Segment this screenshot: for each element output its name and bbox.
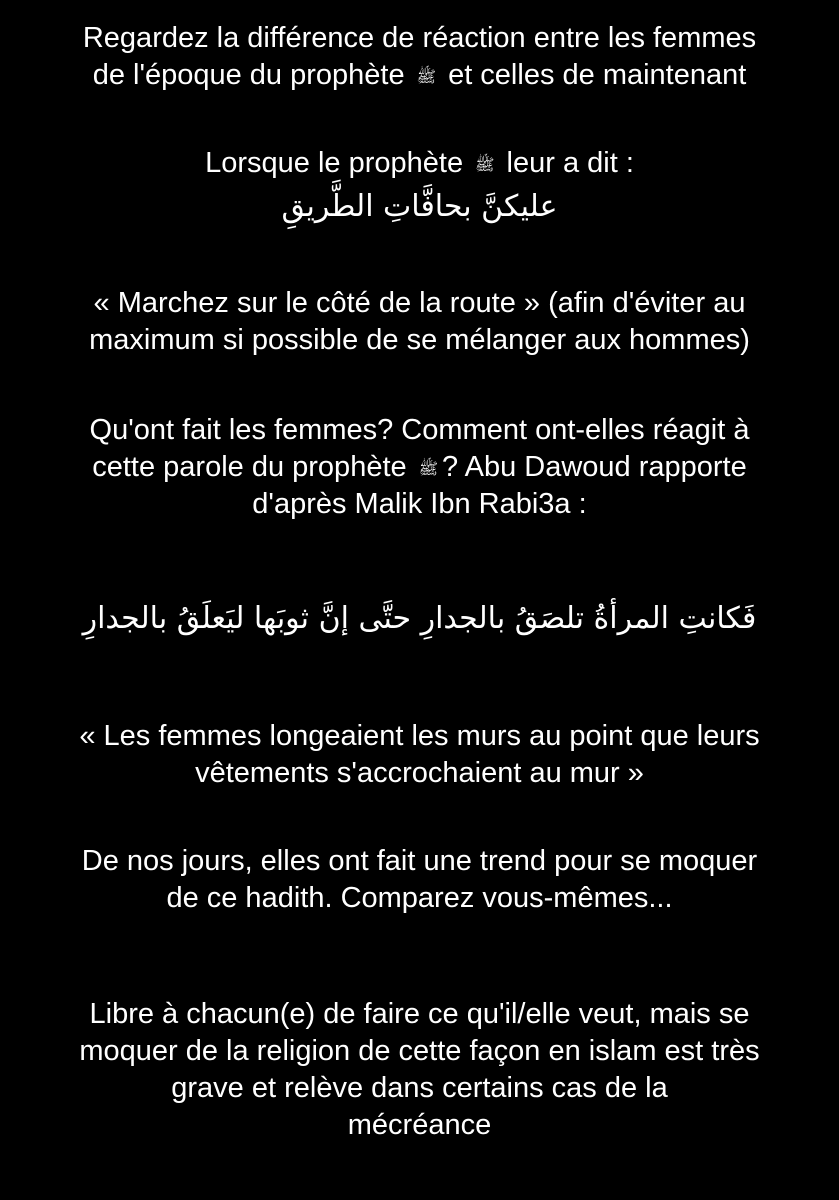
translation-line-2: maximum si possible de se mélanger aux hommes) [89,324,750,356]
saying-paragraph [20,145,819,225]
intro-line-2-start: de l'époque du prophète [92,59,405,91]
hadith-translation-line-2: vêtements s'accrochaient au mur » [195,757,644,789]
today-paragraph [20,843,819,917]
saying-line-1-end: leur a dit : [506,147,634,179]
saying-line-1-start: Lorsque le prophète [205,147,464,179]
hadith-translation-paragraph [20,718,819,792]
translation-paragraph [20,285,819,359]
question-line-3: d'après Malik Ibn Rabi3a : [252,488,587,520]
intro-line-2-end: et celles de maintenant [448,59,747,91]
question-line-1: Qu'ont fait les femmes? Comment ont-elles réagit à [89,414,750,446]
today-line-2: de ce hadith. Comparez vous-mêmes... [166,882,673,914]
arabic-saying: عليكنَّ بحافَّاتِ الطَّريقِ [281,189,558,224]
today-line-1: De nos jours, elles ont fait une trend pour se moquer [81,845,758,877]
translation-line-1: « Marchez sur le côté de la route » (afin d'éviter au [93,287,746,319]
salawat-symbol-icon: ﷺ [416,67,436,86]
conclusion-line-1: Libre à chacun(e) de faire ce qu'il/elle veut, mais se [89,998,750,1030]
conclusion-line-4: mécréance [347,1109,492,1141]
conclusion-paragraph [20,996,819,1144]
saying-line-1 [20,145,819,182]
intro-line-1: Regardez la différence de réaction entre les femmes [82,22,757,54]
hadith-translation-line-1: « Les femmes longeaient les murs au point que leurs [79,720,760,752]
question-line-2 [20,449,819,486]
hadith-paragraph [20,600,819,637]
arabic-hadith: فَكانتِ المرأةُ تلصَقُ بالجدارِ حتَّى إنَّ ثوبَها ليَعلَقُ بالجدارِ [82,601,757,636]
salawat-symbol-icon: ﷺ [475,155,495,174]
question-line-2-start: cette parole du prophète [92,451,407,483]
question-line-2-end: ? Abu Dawoud rapporte [442,451,747,483]
salawat-symbol-icon: ﷺ [418,459,439,478]
conclusion-line-2: moquer de la religion de cette façon en islam est très [79,1035,760,1067]
intro-paragraph [20,20,819,94]
intro-line-2 [20,57,819,94]
conclusion-line-3: grave et relève dans certains cas de la [171,1072,668,1104]
question-paragraph [20,412,819,523]
